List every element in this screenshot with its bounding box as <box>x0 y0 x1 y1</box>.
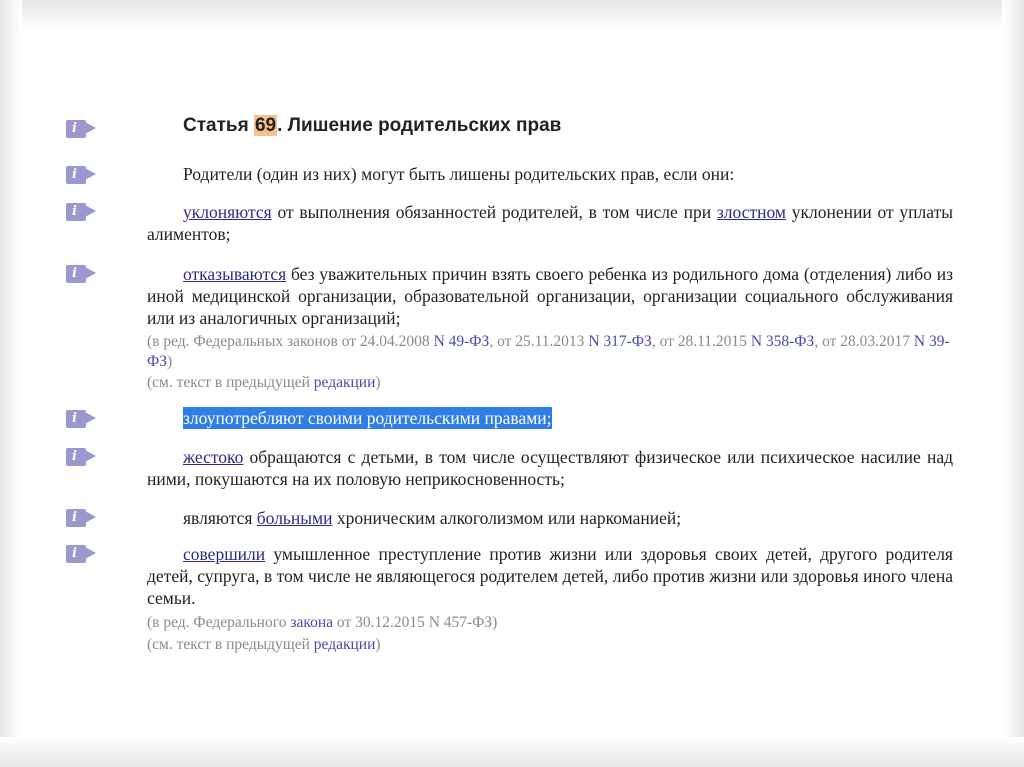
clause-illness-end: хроническим алкоголизмом или наркоманией; <box>332 508 682 528</box>
title-prefix: Статья <box>183 115 254 136</box>
article-title <box>183 115 561 137</box>
info-icon[interactable]: i <box>66 120 86 138</box>
law-link[interactable]: N 317-ФЗ <box>588 333 652 350</box>
clause-illness-text: являются <box>183 508 257 528</box>
amendment-note <box>147 613 953 633</box>
intro-paragraph <box>147 163 953 185</box>
page-frame-right <box>1002 0 1024 767</box>
clause-abuse <box>147 407 953 429</box>
note-text: ) <box>167 353 173 370</box>
link-refuse[interactable]: отказываются <box>183 264 287 284</box>
note-text: (в ред. Федерального <box>147 614 291 631</box>
info-icon[interactable]: i <box>66 203 86 221</box>
clause-cruelty <box>147 446 953 490</box>
intro-text: Родители (один из них) могут быть лишены родительских прав, если они: <box>183 164 735 184</box>
clause-refuse <box>147 263 953 329</box>
link-cruelly[interactable]: жестоко <box>183 447 244 467</box>
page-frame-bottom <box>0 737 1024 767</box>
previous-version-link[interactable]: редакции <box>313 374 376 391</box>
clause-crime <box>147 543 953 609</box>
note-text: , от 28.11.2015 <box>651 333 751 350</box>
clause-evade <box>147 201 953 245</box>
info-icon[interactable]: i <box>66 545 86 563</box>
note-text: от 30.12.2015 N 457-ФЗ) <box>333 614 498 631</box>
info-icon[interactable]: i <box>66 509 86 527</box>
info-icon[interactable]: i <box>66 265 86 283</box>
law-link[interactable]: закона <box>290 614 333 631</box>
info-icon[interactable]: i <box>66 448 86 466</box>
law-link[interactable]: N 39-ФЗ <box>147 333 950 370</box>
note-text: (см. текст в предыдущей <box>147 374 314 391</box>
previous-version-note <box>147 373 953 393</box>
clause-evade-end: уклонении от уплаты алиментов; <box>147 202 953 244</box>
amendment-note <box>147 332 953 372</box>
clause-crime-text: умышленное преступление против жизни или здоровья своих детей, другого родителя детей, супруга, в том числе не являющегося родителем детей, либо против жизни или здоровья иного члена семьи. <box>147 544 953 608</box>
article-number: 69 <box>254 115 277 136</box>
page-frame-top <box>0 0 1024 30</box>
note-text: , от 25.11.2013 <box>489 333 589 350</box>
note-text: ) <box>375 374 381 391</box>
info-icon[interactable]: i <box>66 166 86 184</box>
note-text: ) <box>375 636 381 653</box>
law-link[interactable]: N 49-ФЗ <box>433 333 490 350</box>
clause-cruelty-text: обращаются с детьми, в том числе осуществляют физическое или психическое насилие над ними, покушаются на их половую неприкосновенность; <box>147 447 953 489</box>
selected-text[interactable]: злоупотребляют своими родительскими правами; <box>183 408 552 428</box>
clause-evade-text: от выполнения обязанностей родителей, в том числе при <box>271 202 717 222</box>
title-rest: . Лишение родительских прав <box>277 115 562 136</box>
page-frame-left <box>0 0 22 767</box>
note-text: (см. текст в предыдущей <box>147 636 314 653</box>
link-committed[interactable]: совершили <box>183 544 266 564</box>
link-ill[interactable]: больными <box>256 508 333 528</box>
clause-refuse-text: без уважительных причин взять своего ребенка из родильного дома (отделения) либо из иной медицинской организации, образовательной организации, организации социального обслуживания или из аналогичных организаций; <box>147 264 953 328</box>
note-text: (в ред. Федеральных законов от 24.04.2008 <box>147 333 434 350</box>
previous-version-link[interactable]: редакции <box>313 636 376 653</box>
link-malicious[interactable]: злостном <box>716 202 786 222</box>
previous-version-note <box>147 635 953 655</box>
info-icon[interactable]: i <box>66 410 86 428</box>
note-text: , от 28.03.2017 <box>814 333 914 350</box>
law-link[interactable]: N 358-ФЗ <box>750 333 815 350</box>
clause-illness <box>147 507 953 529</box>
link-evade[interactable]: уклоняются <box>183 202 272 222</box>
